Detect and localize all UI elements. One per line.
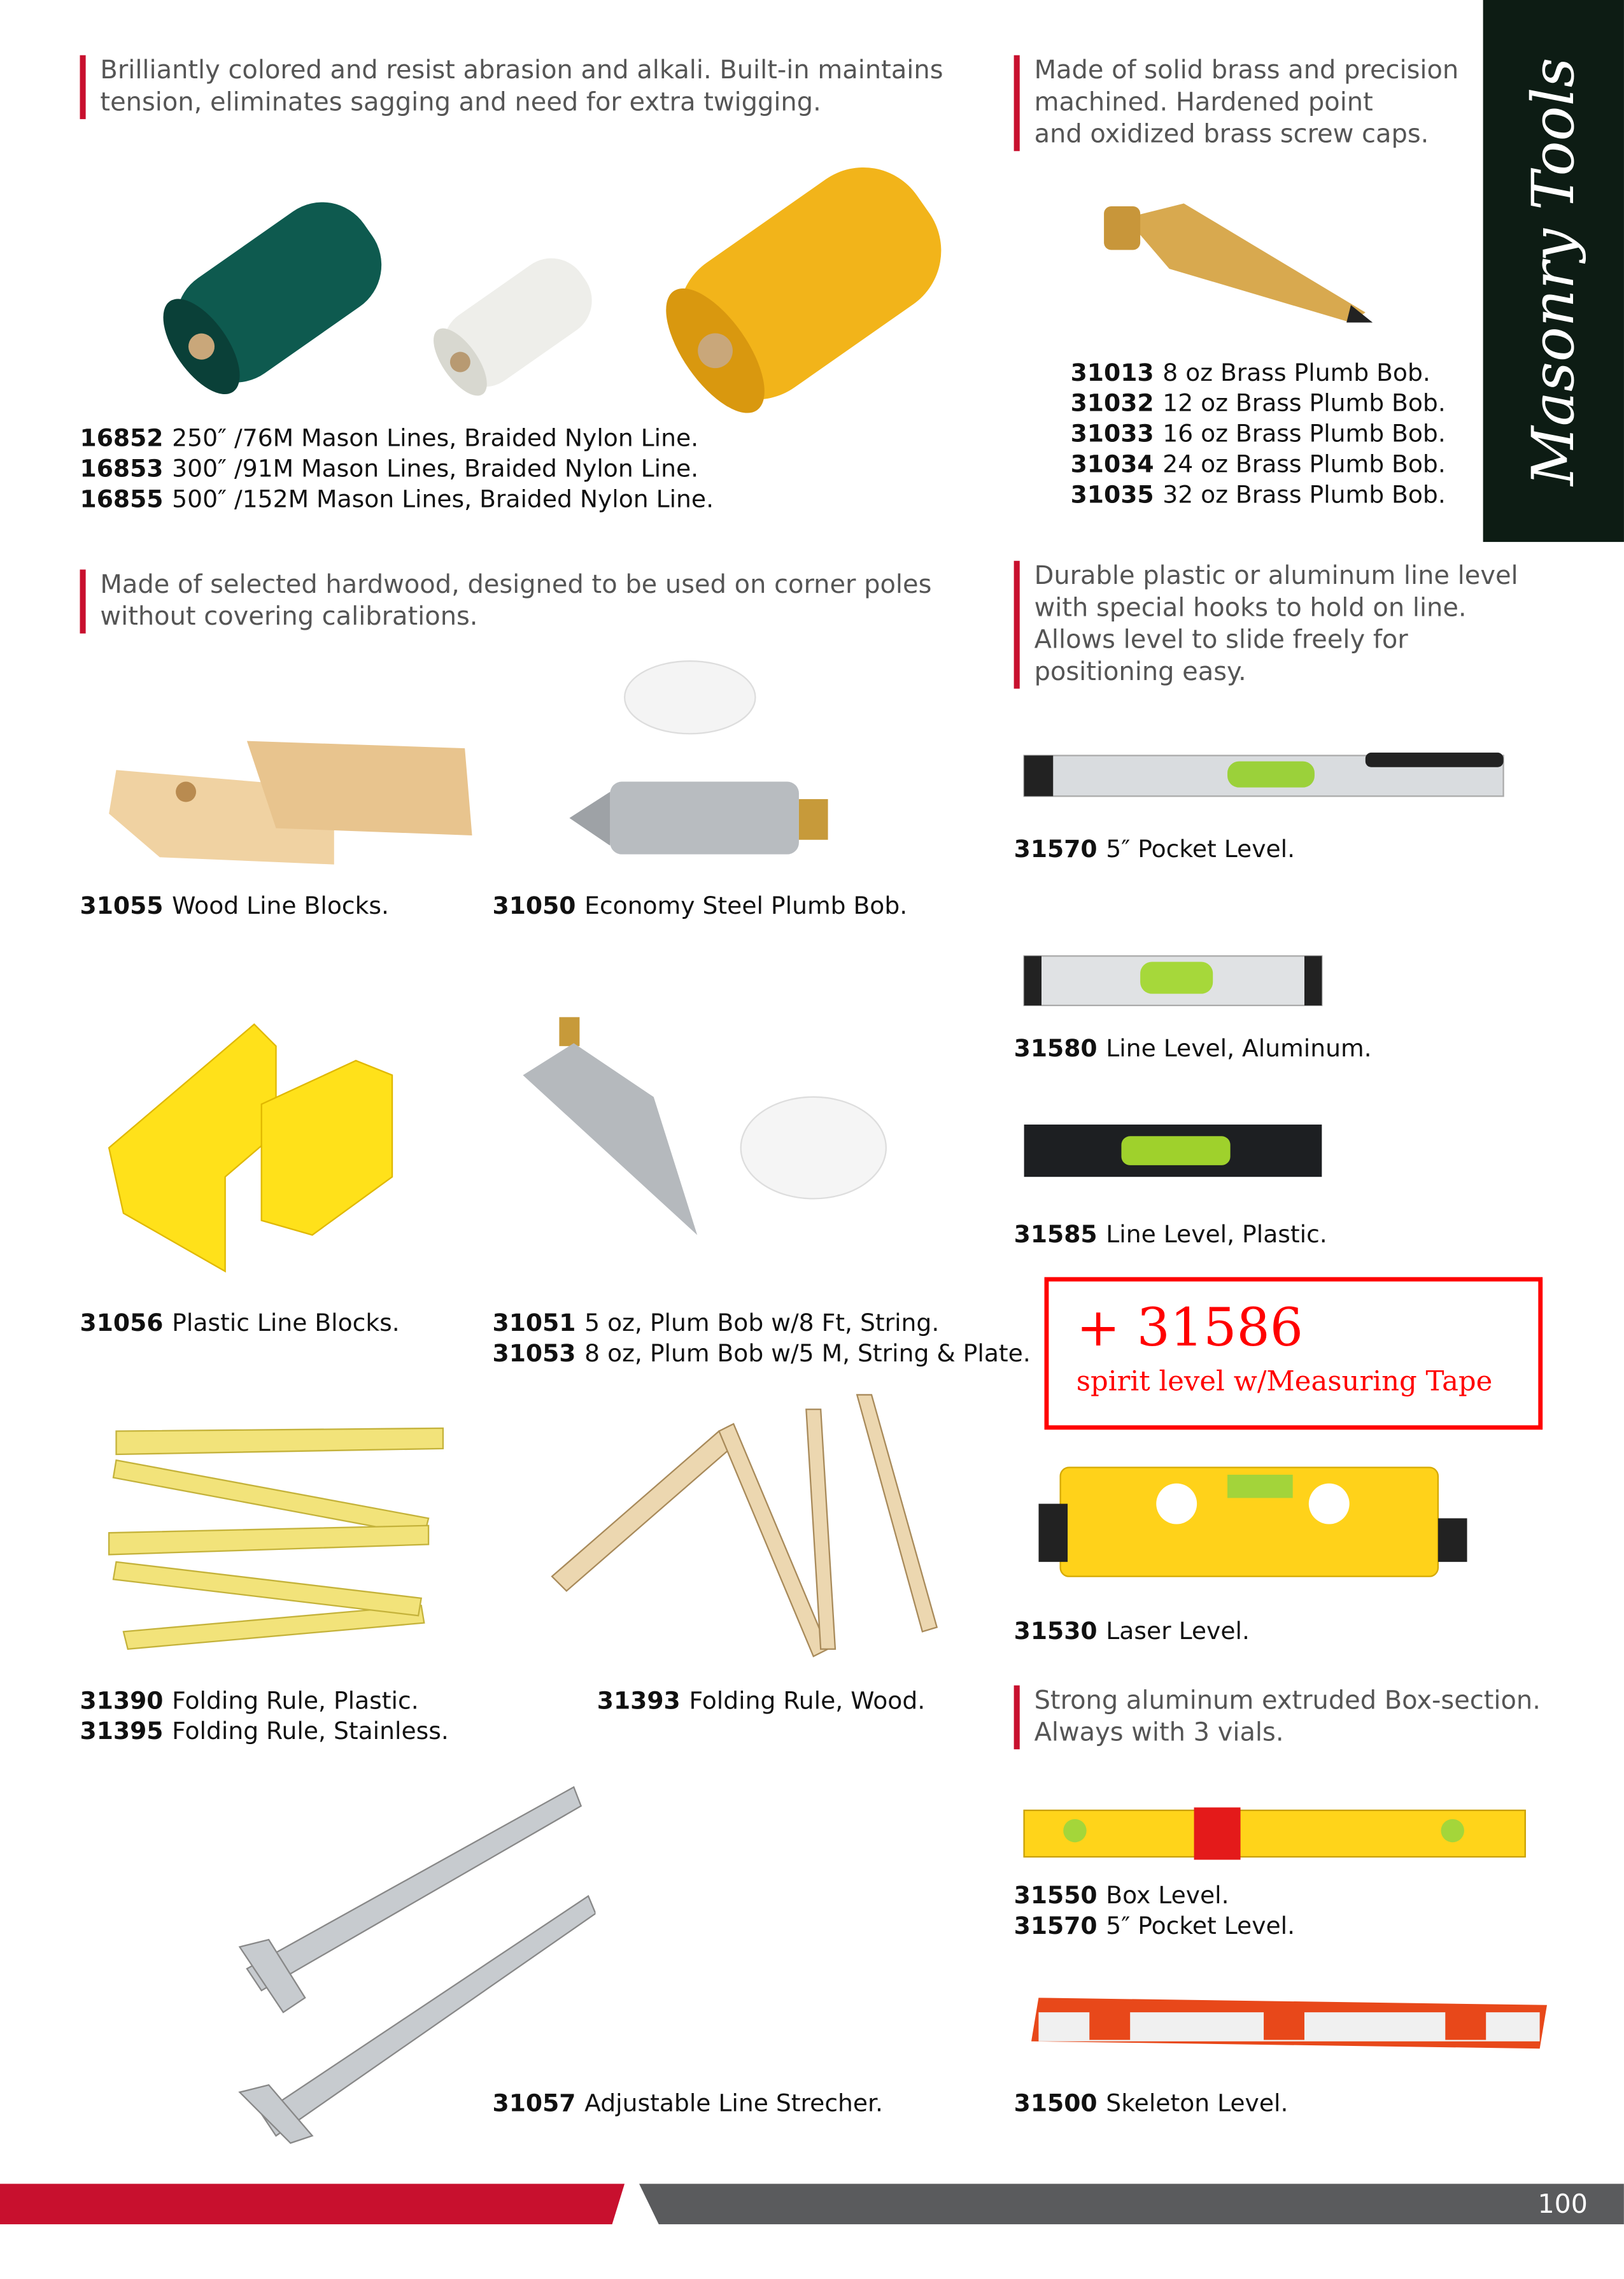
- product-code: 31580: [1013, 1034, 1098, 1062]
- highlight-desc: spirit level w/Measuring Tape: [1076, 1365, 1493, 1398]
- pocket-level-caption: [1014, 834, 1295, 865]
- blurb-line: positioning easy.: [1034, 658, 1246, 688]
- laser-level-caption: [1014, 1615, 1250, 1646]
- blurb-line: Made of selected hardwood, designed to be used on corner poles: [100, 571, 932, 600]
- product-desc: 32 oz Brass Plumb Bob.: [1162, 481, 1446, 509]
- footer-red-bar: [0, 2183, 625, 2224]
- product-code: 16853: [80, 455, 164, 483]
- product-code: 31500: [1013, 2089, 1098, 2117]
- blurb-line: without covering calibrations.: [100, 602, 478, 632]
- product-desc: 5″ Pocket Level.: [1106, 1912, 1296, 1940]
- product-code: 31053: [492, 1339, 576, 1368]
- product-row: [492, 1338, 1030, 1368]
- brass-bob-blurb: [1014, 55, 1459, 152]
- product-desc: 5″ Pocket Level.: [1106, 835, 1296, 863]
- brass-bobs-list: [1071, 357, 1446, 510]
- stretcher-caption: [492, 2088, 883, 2119]
- wood-folding-rule-image: [545, 1388, 952, 1664]
- product-desc: Box Level.: [1106, 1881, 1229, 1910]
- product-row: [80, 423, 714, 453]
- box-level-image: [1017, 1799, 1532, 1864]
- steel-bob-caption: [492, 891, 907, 921]
- product-desc: 8 oz, Plum Bob w/5 M, String & Plate.: [584, 1339, 1031, 1368]
- highlight-box: [1045, 1277, 1543, 1430]
- product-code: 31034: [1070, 450, 1154, 478]
- product-code: 31013: [1070, 359, 1154, 387]
- blurb-line: tension, eliminates sagging and need for extra twigging.: [100, 89, 821, 118]
- product-desc: Laser Level.: [1106, 1617, 1250, 1645]
- blurb-line: Made of solid brass and precision: [1034, 56, 1459, 86]
- mason-lines-blurb: [80, 55, 943, 119]
- product-code: 31033: [1070, 420, 1154, 448]
- product-row: [1014, 1910, 1295, 1941]
- product-desc: 500″ /152M Mason Lines, Braided Nylon Line.: [172, 485, 714, 513]
- blurb-line: machined. Hardened point: [1034, 89, 1373, 118]
- brass-plumb-bob-image: [1097, 189, 1387, 334]
- product-code: 16855: [80, 485, 164, 513]
- product-code: 31585: [1013, 1220, 1098, 1248]
- plastic-line-blocks-image: [94, 1017, 407, 1279]
- product-row: [80, 484, 714, 515]
- product-desc: Folding Rule, Stainless.: [172, 1717, 449, 1745]
- product-code: 31056: [80, 1309, 164, 1337]
- product-desc: Adjustable Line Strecher.: [584, 2089, 884, 2117]
- plumb-bob-with-string-image: [509, 1017, 901, 1249]
- blurb-line: with special hooks to hold on line.: [1034, 594, 1467, 623]
- product-desc: 300″ /91M Mason Lines, Braided Nylon Line.: [172, 455, 699, 483]
- product-desc: 12 oz Brass Plumb Bob.: [1162, 389, 1446, 417]
- plum-bobs-list: [492, 1308, 1030, 1369]
- blurb-line: Strong aluminum extruded Box-section.: [1034, 1687, 1541, 1716]
- product-desc: Line Level, Aluminum.: [1106, 1034, 1372, 1062]
- product-desc: Economy Steel Plumb Bob.: [584, 891, 908, 920]
- product-desc: 8 oz Brass Plumb Bob.: [1162, 359, 1430, 387]
- wood-blocks-caption: [80, 891, 388, 921]
- plastic-line-level-image: [1017, 1116, 1336, 1188]
- product-code: 31570: [1013, 1912, 1098, 1940]
- skeleton-level-image: [1024, 1991, 1555, 2070]
- section-title-band: [1483, 0, 1624, 542]
- product-row: [80, 1716, 448, 1747]
- product-desc: 24 oz Brass Plumb Bob.: [1162, 450, 1446, 478]
- footer-gray-bar: [639, 2183, 1624, 2224]
- product-code: 31393: [597, 1687, 681, 1715]
- product-desc: Skeleton Level.: [1106, 2089, 1289, 2117]
- plastic-folding-rule-image: [102, 1417, 451, 1656]
- product-row: [80, 1686, 448, 1716]
- line-blocks-blurb: [80, 569, 931, 633]
- product-desc: Folding Rule, Wood.: [689, 1687, 926, 1715]
- plastic-line-level-caption: [1014, 1219, 1327, 1249]
- laser-level-image: [1038, 1445, 1474, 1591]
- product-code: 31032: [1070, 389, 1154, 417]
- product-code: 31035: [1070, 481, 1154, 509]
- product-row: [1014, 1880, 1295, 1911]
- blurb-line: Allows level to slide freely for: [1034, 626, 1408, 656]
- mason-lines-list: [80, 423, 714, 515]
- box-level-blurb: [1014, 1686, 1541, 1749]
- product-desc: 16 oz Brass Plumb Bob.: [1162, 420, 1446, 448]
- product-row: [1071, 388, 1446, 418]
- box-levels-list: [1014, 1880, 1295, 1942]
- highlight-code: + 31586: [1076, 1298, 1304, 1359]
- folding-rules-list: [80, 1686, 448, 1747]
- mason-line-spools-image: [138, 131, 966, 421]
- blurb-line: Durable plastic or aluminum line level: [1034, 562, 1518, 592]
- product-code: 31055: [80, 891, 164, 920]
- product-row: [1071, 357, 1446, 388]
- line-level-blurb: [1014, 561, 1518, 689]
- product-code: 31395: [80, 1717, 164, 1745]
- plastic-blocks-caption: [80, 1308, 399, 1338]
- product-row: [1071, 418, 1446, 449]
- product-code: 31550: [1013, 1881, 1098, 1910]
- product-desc: Wood Line Blocks.: [172, 891, 389, 920]
- product-code: 31051: [492, 1309, 576, 1337]
- skeleton-level-caption: [1014, 2088, 1289, 2119]
- product-row: [1071, 449, 1446, 479]
- product-row: [492, 1308, 1030, 1338]
- blurb-line: and oxidized brass screw caps.: [1034, 120, 1429, 150]
- aluminum-line-level-image: [1017, 944, 1336, 1017]
- aluminum-line-level-caption: [1014, 1033, 1372, 1063]
- product-code: 31057: [492, 2089, 576, 2117]
- product-code: 31050: [492, 891, 576, 920]
- product-desc: Line Level, Plastic.: [1106, 1220, 1327, 1248]
- product-desc: Folding Rule, Plastic.: [172, 1687, 419, 1715]
- product-row: [80, 453, 714, 484]
- product-row: [1071, 479, 1446, 510]
- wood-line-blocks-image: [102, 727, 479, 872]
- section-title: Masonry Tools: [1520, 57, 1587, 485]
- pocket-level-image: [1017, 741, 1525, 814]
- product-desc: Plastic Line Blocks.: [172, 1309, 400, 1337]
- product-code: 31390: [80, 1687, 164, 1715]
- product-code: 31530: [1013, 1617, 1098, 1645]
- page-number: 100: [1537, 2189, 1588, 2220]
- blurb-line: Always with 3 vials.: [1034, 1719, 1284, 1748]
- product-code: 31570: [1013, 835, 1098, 863]
- blurb-line: Brilliantly colored and resist abrasion and alkali. Built-in maintains: [100, 56, 943, 86]
- steel-plumb-bob-image: [567, 654, 843, 872]
- wood-folding-rule-caption: [597, 1686, 925, 1716]
- product-desc: 5 oz, Plum Bob w/8 Ft, String.: [584, 1309, 940, 1337]
- product-code: 16852: [80, 424, 164, 452]
- product-desc: 250″ /76M Mason Lines, Braided Nylon Line.: [172, 424, 699, 452]
